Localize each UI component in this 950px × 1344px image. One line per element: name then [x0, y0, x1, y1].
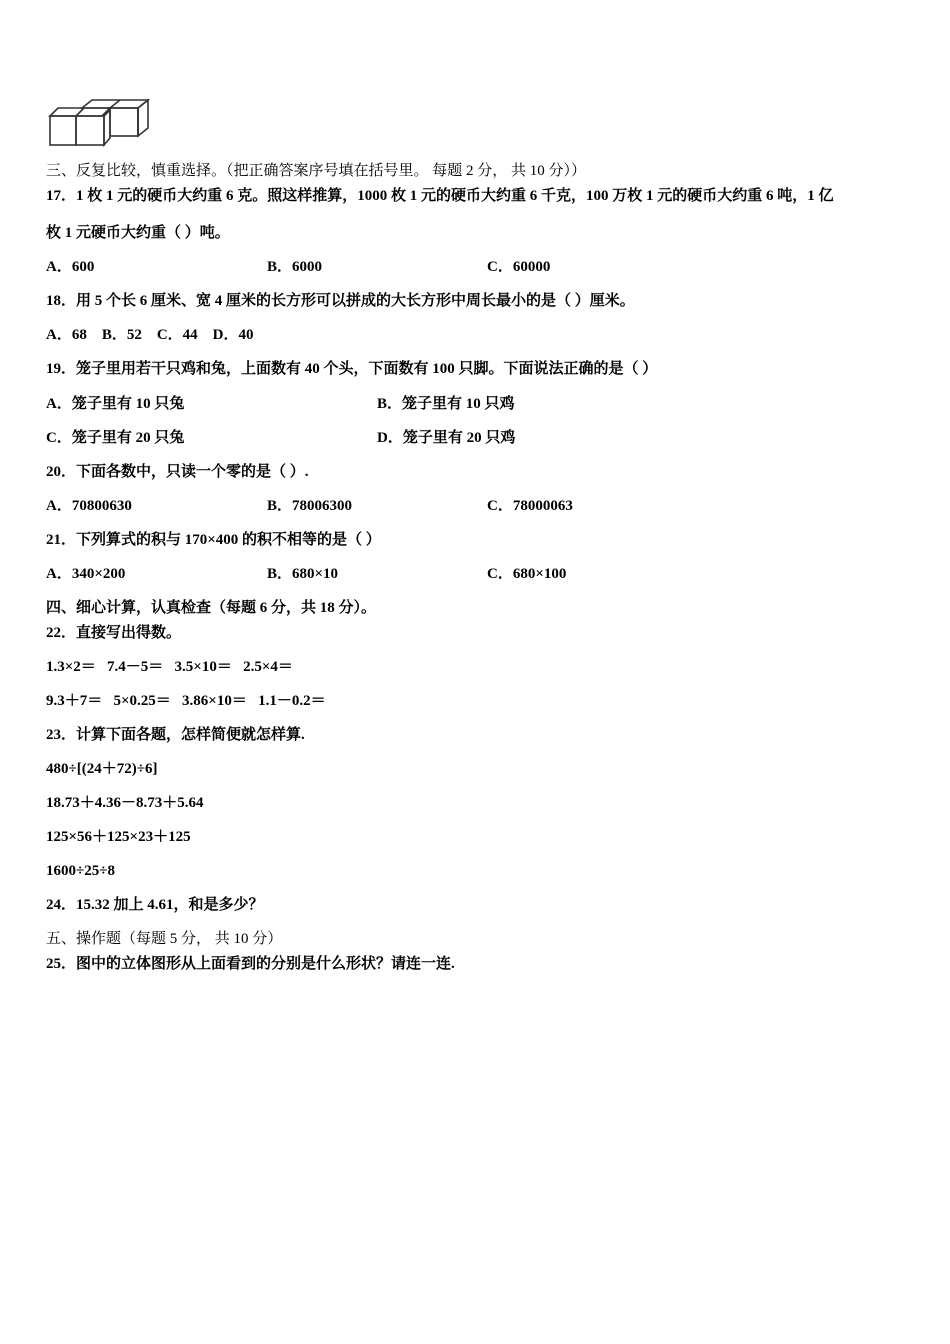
q19-option-c: C．笼子里有 20 只兔 [46, 430, 185, 446]
q19-option-a: A．笼子里有 10 只兔 [46, 396, 185, 412]
q23-item-3: 125×56＋125×23＋125 [46, 829, 191, 845]
q17-line2: 枚 1 元硬币大约重（ ）吨。 [46, 225, 230, 241]
q23-item-4: 1600÷25÷8 [46, 863, 115, 879]
q23-item-2: 18.73＋4.36－8.73＋5.64 [46, 795, 204, 811]
q23-item-1: 480÷[(24＋72)÷6] [46, 761, 158, 777]
q20-option-b: B．78006300 [267, 498, 353, 514]
q23-text: 23．计算下面各题，怎样简便就怎样算. [46, 727, 305, 743]
q21-option-b: B．680×10 [267, 566, 339, 582]
section4-heading: 四、细心计算，认真检查（每题 6 分，共 18 分）。 [46, 600, 377, 616]
q19-text: 19．笼子里用若干只鸡和兔，上面数有 40 个头，下面数有 100 只脚。下面说法正确的是（ ） [46, 361, 658, 377]
q21-option-a: A．340×200 [46, 566, 126, 582]
q22-row1: 1.3×2＝ 7.4－5＝ 3.5×10＝ 2.5×4＝ [46, 659, 293, 675]
q24-text: 24．15.32 加上 4.61，和是多少？ [46, 897, 264, 913]
q17-option-a: A．600 [46, 259, 95, 275]
section5-heading: 五、操作题（每题 5 分， 共 10 分） [46, 931, 283, 947]
cube-figure [46, 96, 156, 148]
q17-option-c: C．60000 [487, 259, 551, 275]
q21-option-c: C．680×100 [487, 566, 567, 582]
section3-heading: 三、反复比较，慎重选择。（把正确答案序号填在括号里。 每题 2 分， 共 10 分）） [46, 163, 587, 179]
q20-option-c: C．78000063 [487, 498, 573, 514]
q22-row2: 9.3＋7＝ 5×0.25＝ 3.86×10＝ 1.1－0.2＝ [46, 693, 326, 709]
q17-line1: 17．1 枚 1 元的硬币大约重 6 克。照这样推算，1000 枚 1 元的硬币大约重 6 千克，100 万枚 1 元的硬币大约重 6 吨，1 亿 [46, 188, 834, 204]
q18-text: 18．用 5 个长 6 厘米、宽 4 厘米的长方形可以拼成的大长方形中周长最小的是（ ）厘米。 [46, 293, 635, 309]
q19-option-d: D．笼子里有 20 只鸡 [377, 430, 516, 446]
q17-option-b: B．6000 [267, 259, 323, 275]
q25-text: 25．图中的立体图形从上面看到的分别是什么形状？请连一连. [46, 956, 455, 972]
q21-text: 21．下列算式的积与 170×400 的积不相等的是（ ） [46, 532, 381, 548]
q20-option-a: A．70800630 [46, 498, 132, 514]
q19-option-b: B．笼子里有 10 只鸡 [377, 396, 515, 412]
q18-options: A．68 B．52 C．44 D．40 [46, 327, 254, 343]
q20-text: 20．下面各数中，只读一个零的是（ ）. [46, 464, 309, 480]
q22-text: 22．直接写出得数。 [46, 625, 182, 641]
